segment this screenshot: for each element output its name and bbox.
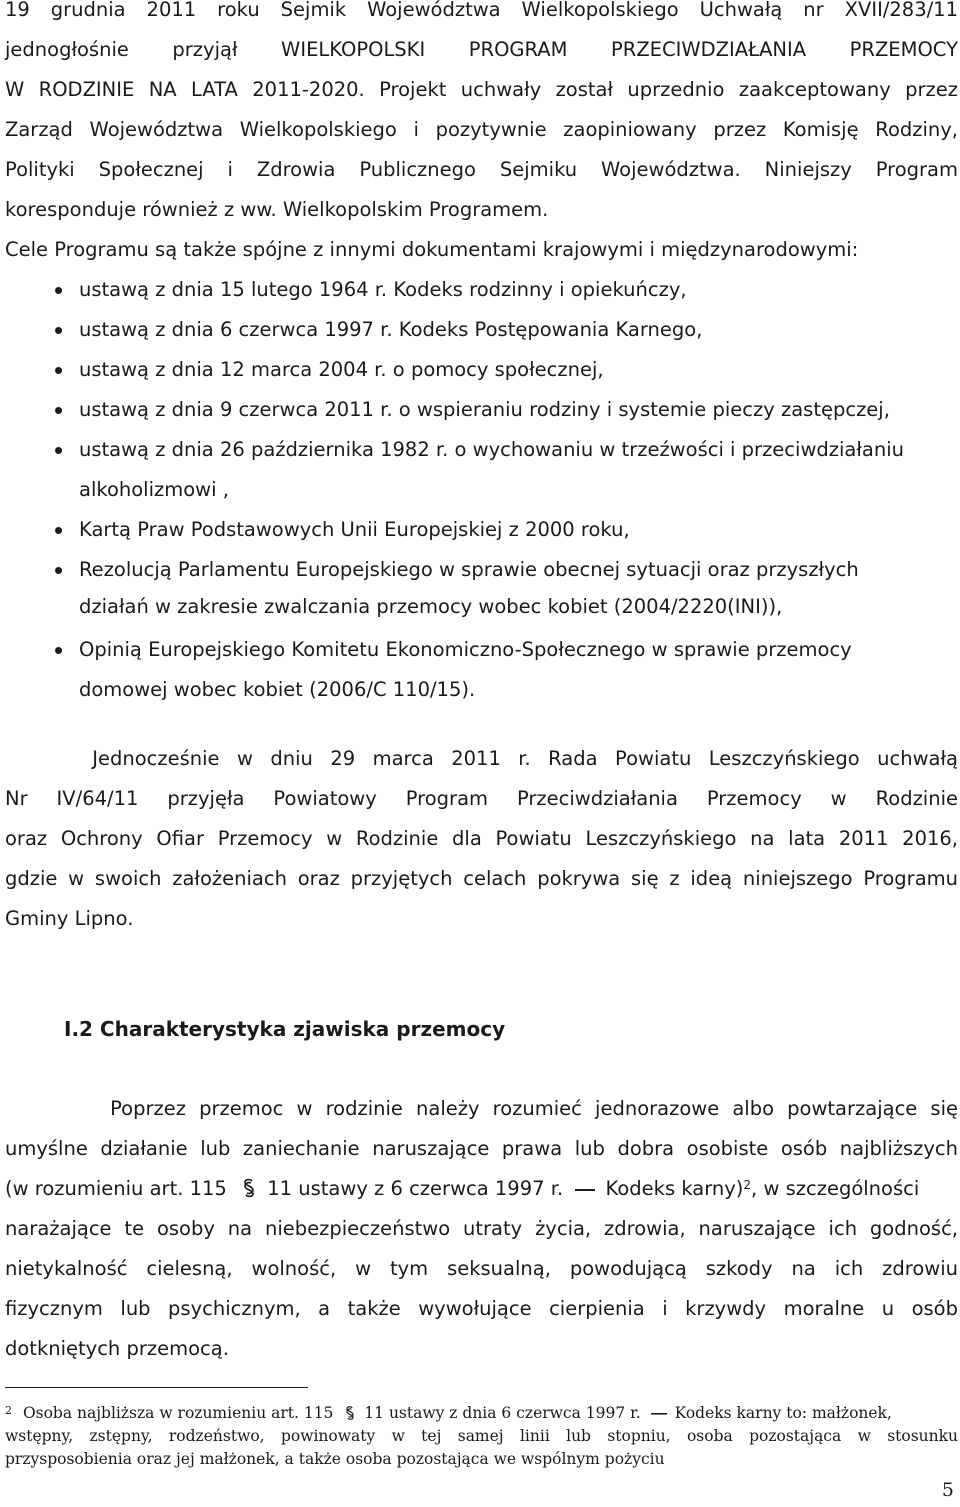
dash-icon [651,1410,667,1418]
para3-line-3 [5,1176,958,1202]
bullet-icon [55,447,62,454]
footnote-divider [5,1387,308,1388]
bullet-icon [55,407,62,414]
intro-line-3: W RODZINIE NA LATA 2011-2020. Projekt uchwały został uprzednio zaakceptowany przez [5,78,958,101]
para2-line-3: oraz Ochrony Ofiar Przemocy w Rodzinie dla Powiatu Leszczyńskiego na lata 2011 2016, [5,827,958,850]
para3-text: , w szczególności [751,1177,920,1200]
para2-line-2: Nr IV/64/11 przyjęła Powiatowy Program Przeciwdziałania Przemocy w Rodzinie [5,787,958,810]
bullet-icon [55,287,62,294]
list-item-continuation: domowej wobec kobiet (2006/C 110/15). [79,678,476,701]
footnote-ref: 2 [743,1178,752,1192]
footnote-text: 11 ustawy z dnia 6 czerwca 1997 r. [364,1404,641,1422]
para3-line-4: narażające te osoby na niebezpieczeństwo utraty życia, zdrowia, naruszające ich godność, [5,1217,958,1240]
para3-text: 11 ustawy z 6 czerwca 1997 r. [267,1177,564,1200]
intro-line-6: koresponduje również z ww. Wielkopolskim Programem. [5,198,549,221]
list-item-text: ustawą z dnia 12 marca 2004 r. o pomocy społecznej, [79,358,604,381]
para3-line-7: dotkniętych przemocą. [5,1337,229,1360]
bullet-icon [55,527,62,534]
bullet-icon [55,327,62,334]
intro-line-1: 19 grudnia 2011 roku Sejmik Województwa Wielkopolskiego Uchwałą nr XVII/283/11 [5,0,958,21]
section-sign-icon [344,1405,356,1421]
para3-text: Kodeks karny) [605,1177,744,1200]
bullet-icon [55,367,62,374]
list-item-text: Rezolucją Parlamentu Europejskiego w sprawie obecnej sytuacji oraz przyszłych [79,558,859,581]
footnote-line-2: wstępny, zstępny, rodzeństwo, powinowaty w tej samej linii lub stopniu, osoba pozostająca w stosunku [5,1427,958,1445]
footnote-line-1 [5,1402,958,1424]
list-item-text: ustawą z dnia 9 czerwca 2011 r. o wspieraniu rodziny i systemie pieczy zastępczej, [79,398,890,421]
page-number: 5 [941,1479,954,1501]
list-item-text: ustawą z dnia 15 lutego 1964 r. Kodeks rodzinny i opiekuńczy, [79,278,687,301]
intro-line-5: Polityki Społecznej i Zdrowia Publicznego Sejmiku Województwa. Niniejszy Program [5,158,958,181]
dash-icon [575,1185,595,1195]
intro-line-4: Zarząd Województwa Wielkopolskiego i pozytywnie zaopiniowany przez Komisję Rodziny, [5,118,958,141]
footnote-line-3: przysposobienia oraz jej małżonek, a także osoba pozostająca we wspólnym pożyciu [5,1450,665,1468]
footnote-number: 2 [5,1404,12,1417]
list-item-text: Kartą Praw Podstawowych Unii Europejskiej z 2000 roku, [79,518,630,541]
bullet-icon [55,567,62,574]
section-heading: I.2 Charakterystyka zjawiska przemocy [64,1017,506,1041]
footnote-text: Osoba najbliższa w rozumieniu art. 115 [22,1404,334,1422]
para3-text: (w rozumieniu art. 115 [5,1177,227,1200]
para2-line-4: gdzie w swoich założeniach oraz przyjętych celach pokrywa się z ideą niniejszego Programu [5,867,958,890]
intro-line-7: Cele Programu są także spójne z innymi dokumentami krajowymi i międzynarodowymi: [5,238,859,261]
bullet-icon [55,647,62,654]
para3-line-6: fizycznym lub psychicznym, a także wywołujące cierpienia i krzywdy moralne u osób [5,1297,958,1320]
intro-line-2: jednogłośnie przyjął WIELKOPOLSKI PROGRAM PRZECIWDZIAŁANIA PRZEMOCY [5,38,958,61]
para3-line-5: nietykalność cielesną, wolność, w tym seksualną, powodującą szkody na ich zdrowiu [5,1257,958,1280]
para3-line-1: Poprzez przemoc w rodzinie należy rozumieć jednorazowe albo powtarzające się [5,1097,958,1120]
list-item-text: Opinią Europejskiego Komitetu Ekonomiczno-Społecznego w sprawie przemocy [79,638,852,661]
list-item-continuation: alkoholizmowi , [79,478,229,501]
para2-line-1: Jednocześnie w dniu 29 marca 2011 r. Rada Powiatu Leszczyńskiego uchwałą [5,747,958,770]
list-item-text: ustawą z dnia 26 października 1982 r. o wychowaniu w trzeźwości i przeciwdziałaniu [79,438,904,461]
section-sign-icon [241,1178,257,1198]
footnote-text: Kodeks karny to: małżonek, [674,1404,892,1422]
list-item-continuation: działań w zakresie zwalczania przemocy wobec kobiet (2004/2220(INI)), [79,595,783,618]
para2-line-5: Gminy Lipno. [5,907,134,930]
para3-line-2: umyślne działanie lub zaniechanie naruszające prawa lub dobra osobiste osób najbliższych [5,1137,958,1160]
list-item-text: ustawą z dnia 6 czerwca 1997 r. Kodeks Postępowania Karnego, [79,318,703,341]
